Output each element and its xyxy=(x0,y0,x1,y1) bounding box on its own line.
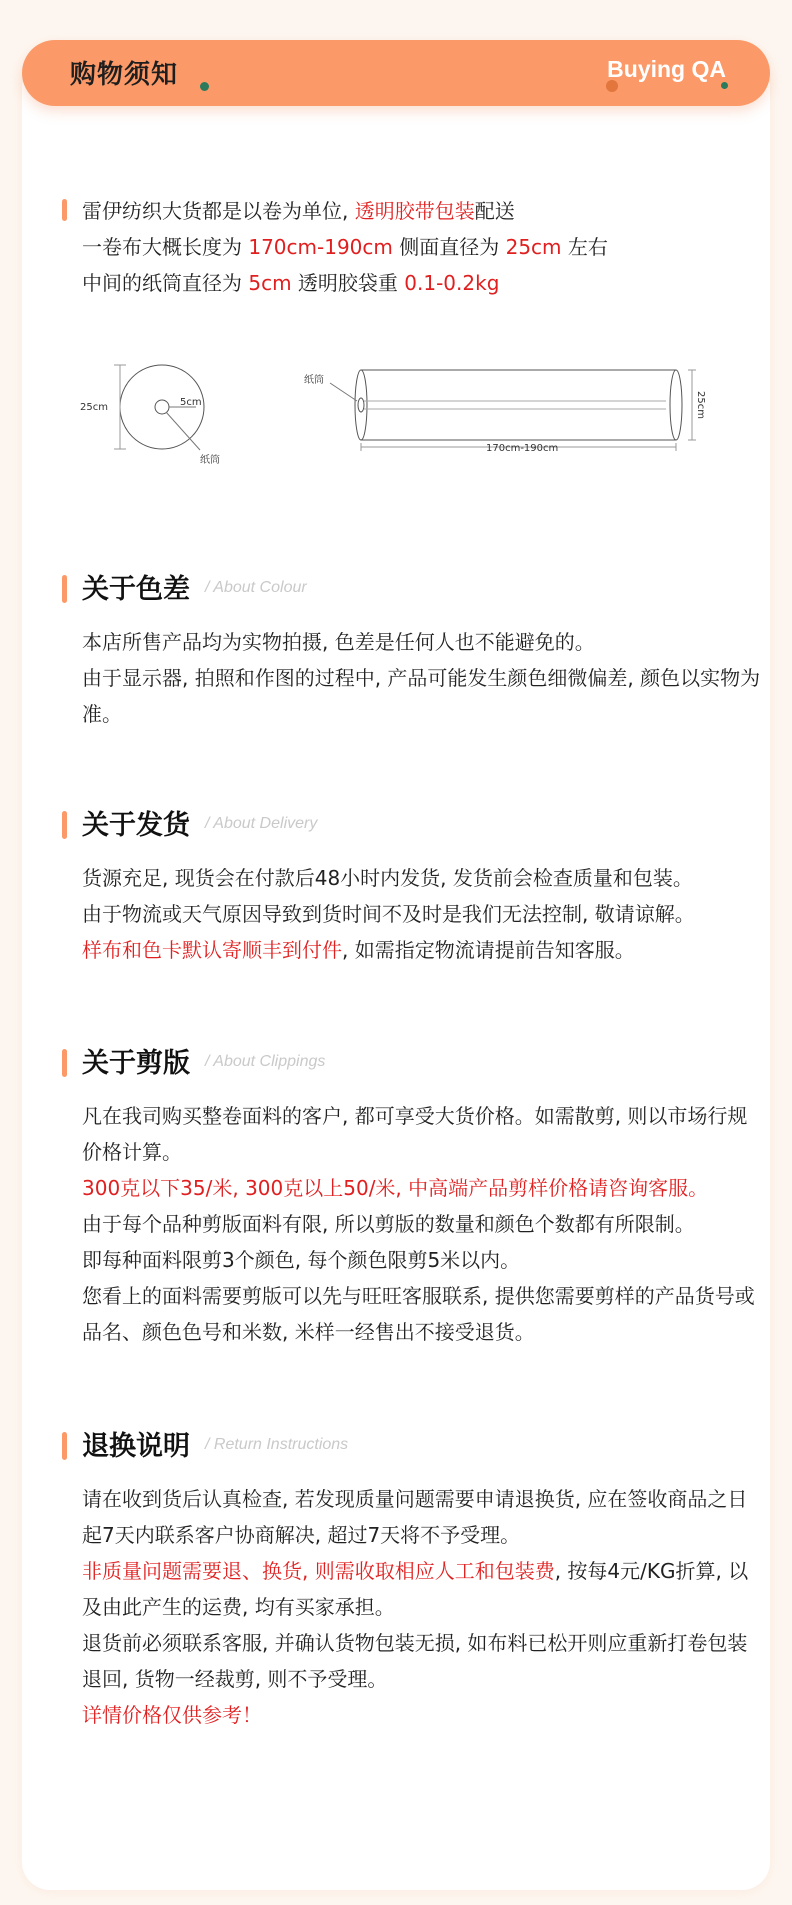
highlight-text: 透明胶带包装 xyxy=(354,199,475,223)
section-title: 关于剪版 xyxy=(82,1048,190,1079)
intro-line: 雷伊纺织大货都是以卷为单位, 透明胶带包装配送 xyxy=(82,199,515,223)
fabric-roll-diagram xyxy=(78,345,718,475)
section-title: 退换说明 xyxy=(82,1431,190,1462)
tube-label: 纸筒 xyxy=(200,455,220,466)
tube-label: 纸筒 xyxy=(304,375,324,386)
section-subtitle: / About Clippings xyxy=(205,1053,326,1070)
body-line: 凡在我司购买整卷面料的客户, 都可享受大货价格。如需散剪, 则以市场行规价格计算。 xyxy=(82,1104,748,1164)
section-subtitle: / About Colour xyxy=(205,579,307,596)
highlight-text: 样布和色卡默认寄顺丰到付件 xyxy=(82,938,342,962)
section-subtitle: / About Delivery xyxy=(205,815,318,832)
accent-bar xyxy=(62,1049,67,1077)
body-line: 样布和色卡默认寄顺丰到付件, 如需指定物流请提前告知客服。 xyxy=(82,938,635,962)
accent-bar xyxy=(62,811,67,839)
highlight-line: 300克以下35/米, 300克以上50/米, 中高端产品剪样价格请咨询客服。 xyxy=(82,1176,709,1200)
highlight-text: 170cm-190cm xyxy=(248,235,393,259)
page-subtitle: Buying QA xyxy=(607,56,726,82)
core-circle xyxy=(155,400,169,414)
body-line: 即每种面料限剪3个颜色, 每个颜色限剪5米以内。 xyxy=(82,1248,521,1272)
intro-line: 一卷布大概长度为 170cm-190cm 侧面直径为 25cm 左右 xyxy=(82,235,608,259)
body-line: 请在收到货后认真检查, 若发现质量问题需要申请退换货, 应在签收商品之日起7天内联系客户协商解决, 超过7天将不予受理。 xyxy=(82,1487,748,1547)
roll-end-left xyxy=(355,370,367,440)
decor-dot xyxy=(721,82,728,89)
highlight-text: 0.1-0.2kg xyxy=(404,271,500,295)
diameter-label: 25cm xyxy=(695,391,706,419)
decor-dot xyxy=(200,82,209,91)
section-subtitle: / Return Instructions xyxy=(205,1436,349,1453)
body-line: 由于物流或天气原因导致到货时间不及时是我们无法控制, 敬请谅解。 xyxy=(82,902,695,926)
body-line: 由于显示器, 拍照和作图的过程中, 产品可能发生颜色细微偏差, 颜色以实物为准。 xyxy=(82,666,761,726)
intro-line: 中间的纸筒直径为 5cm 透明胶袋重 0.1-0.2kg xyxy=(82,271,500,295)
roll-end-right xyxy=(670,370,682,440)
accent-bar xyxy=(62,199,67,221)
highlight-text: 5cm xyxy=(248,271,292,295)
section-title: 关于发货 xyxy=(82,810,190,841)
body-line: 本店所售产品均为实物拍摄, 色差是任何人也不能避免的。 xyxy=(82,630,595,654)
highlight-text: 25cm xyxy=(505,235,562,259)
body-line: 非质量问题需要退、换货, 则需收取相应人工和包装费, 按每4元/KG折算, 以及由此产生的运费, 均有买家承担。 xyxy=(82,1559,749,1619)
body-line: 您看上的面料需要剪版可以先与旺旺客服联系, 提供您需要剪样的产品货号或品名、颜色色号和米数, 米样一经售出不接受退货。 xyxy=(82,1284,755,1344)
length-label: 170cm-190cm xyxy=(486,443,559,454)
core-label: 5cm xyxy=(180,397,202,408)
page-title: 购物须知 xyxy=(70,60,179,90)
highlight-text: 非质量问题需要退、换货, 则需收取相应人工和包装费 xyxy=(82,1559,555,1583)
roll-diagram-svg xyxy=(78,345,718,475)
section-title: 关于色差 xyxy=(82,574,190,605)
header-banner xyxy=(22,40,770,106)
accent-bar xyxy=(62,575,67,603)
diameter-label: 25cm xyxy=(80,402,108,413)
body-line: 货源充足, 现货会在付款后48小时内发货, 发货前会检查质量和包装。 xyxy=(82,866,693,890)
highlight-line: 详情价格仅供参考！ xyxy=(82,1703,262,1727)
body-line: 退货前必须联系客服, 并确认货物包装无损, 如布料已松开则应重新打卷包装退回, 货物一经裁剪, 则不予受理。 xyxy=(82,1631,748,1691)
body-line: 由于每个品种剪版面料有限, 所以剪版的数量和颜色个数都有所限制。 xyxy=(82,1212,695,1236)
accent-bar xyxy=(62,1432,67,1460)
